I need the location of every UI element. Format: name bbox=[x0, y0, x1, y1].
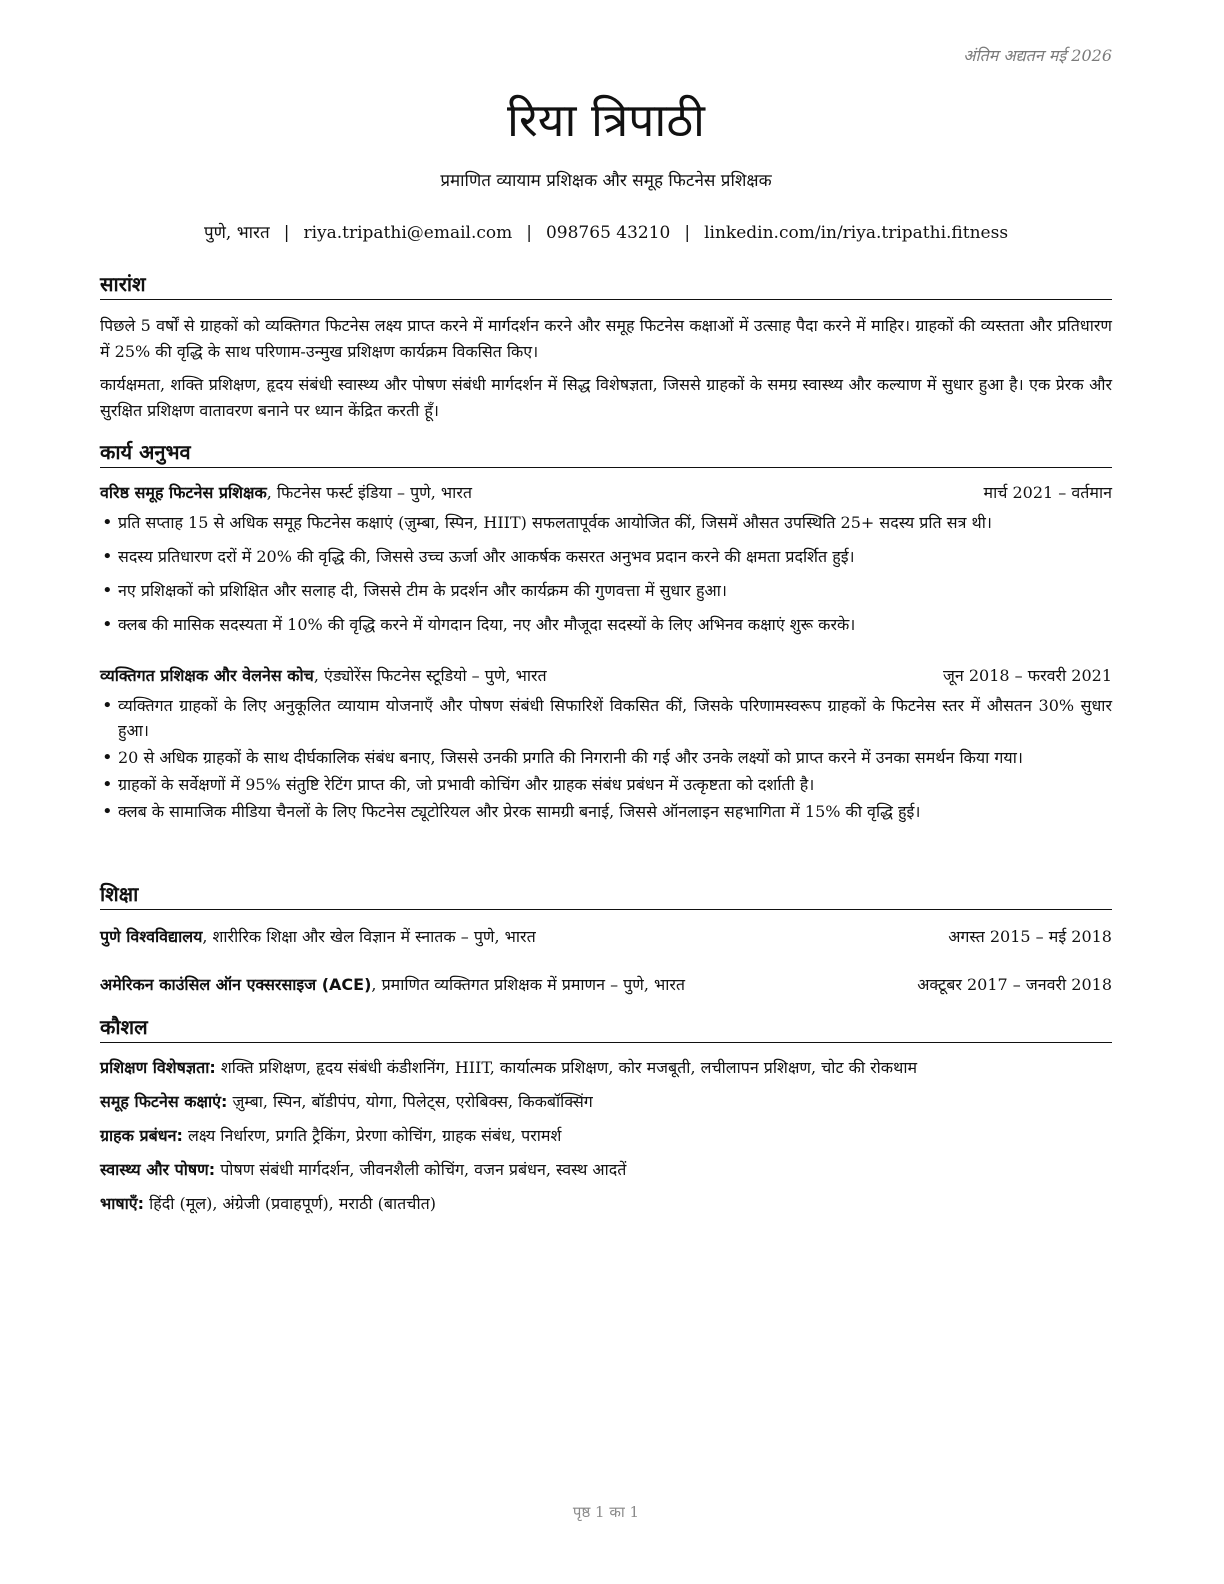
contact-separator: | bbox=[684, 223, 691, 243]
list-item bbox=[100, 1153, 1112, 1187]
skill-label: भाषाएँ: bbox=[100, 1194, 145, 1213]
page-number: पृष्ठ 1 का 1 bbox=[572, 1503, 640, 1521]
education-dates: अगस्त 2015 – मई 2018 bbox=[948, 927, 1112, 946]
contact-linkedin[interactable]: linkedin.com/in/riya.tripathi.fitness bbox=[704, 223, 1009, 243]
skills-heading: कौशल bbox=[100, 1013, 1112, 1043]
job-title-line bbox=[100, 481, 472, 505]
list-item bbox=[100, 1187, 1112, 1221]
list-item: • प्रति सप्ताह 15 से अधिक समूह फिटनेस कक्षाएं (ज़ुम्बा, स्पिन, HIIT) सफलतापूर्वक आयोजित कीं, जिसमें औसत उपस्थिति 25+ सदस्य प्रति सत्र थी। bbox=[100, 510, 1112, 535]
skills-list bbox=[100, 1051, 1112, 1221]
job-dates: जून 2018 – फरवरी 2021 bbox=[943, 666, 1112, 685]
contact-phone[interactable]: 098765 43210 bbox=[545, 223, 671, 243]
education-heading: शिक्षा bbox=[100, 880, 1112, 910]
job-org: , एंड्योरेंस फिटनेस स्टूडियो – पुणे, भारत bbox=[313, 666, 547, 685]
summary-heading: सारांश bbox=[100, 270, 1112, 300]
list-item: • व्यक्तिगत ग्राहकों के लिए अनुकूलित व्यायाम योजनाएँ और पोषण संबंधी सिफारिशें विकसित कीं, जिसके परिणामस्वरूप ग्राहकों के फिटनेस स्तर में औसतन 30% सुधार हुआ। bbox=[100, 693, 1112, 743]
list-item: • सदस्य प्रतिधारण दरों में 20% की वृद्धि की, जिससे उच्च ऊर्जा और आकर्षक कसरत अनुभव प्रदान करने की क्षमता प्रदर्शित हुई। bbox=[100, 544, 1112, 569]
list-item: • क्लब के सामाजिक मीडिया चैनलों के लिए फिटनेस ट्यूटोरियल और प्रेरक सामग्री बनाई, जिससे ऑनलाइन सहभागिता में 15% की वृद्धि हुई। bbox=[100, 799, 1112, 824]
resume-page bbox=[100, 0, 1112, 1584]
education-detail: , शारीरिक शिक्षा और खेल विज्ञान में स्नातक – पुणे, भारत bbox=[202, 927, 536, 946]
job-role: वरिष्ठ समूह फिटनेस प्रशिक्षक bbox=[100, 483, 267, 502]
education-title-line bbox=[100, 925, 536, 949]
education-institution: अमेरिकन काउंसिल ऑन एक्सरसाइज (ACE) bbox=[100, 975, 372, 994]
list-item: • 20 से अधिक ग्राहकों के साथ दीर्घकालिक संबंध बनाए, जिससे उनकी प्रगति की निगरानी की गई और उनके लक्ष्यों को प्राप्त करने में उनका समर्थन किया गया। bbox=[100, 745, 1112, 770]
skill-value: ज़ुम्बा, स्पिन, बॉडीपंप, योगा, पिलेट्स, एरोबिक्स, किकबॉक्सिंग bbox=[227, 1092, 593, 1111]
education-title-line bbox=[100, 973, 685, 997]
list-item: • क्लब की मासिक सदस्यता में 10% की वृद्धि करने में योगदान दिया, नए और मौजूदा सदस्यों के लिए अभिनव कक्षाएं शुरू करके। bbox=[100, 612, 1112, 637]
education-detail: , प्रमाणित व्यक्तिगत प्रशिक्षक में प्रमाणन – पुणे, भारत bbox=[371, 975, 686, 994]
education-institution: पुणे विश्वविद्यालय bbox=[100, 927, 203, 946]
list-item bbox=[100, 1051, 1112, 1085]
education-dates: अक्टूबर 2017 – जनवरी 2018 bbox=[917, 975, 1112, 994]
last-updated: अंतिम अद्यतन मई 2026 bbox=[963, 46, 1112, 65]
contact-separator: | bbox=[526, 223, 532, 243]
contact-line bbox=[100, 220, 1112, 243]
skill-label: ग्राहक प्रबंधन: bbox=[100, 1126, 183, 1145]
skill-value: शक्ति प्रशिक्षण, हृदय संबंधी कंडीशनिंग, HIIT, कार्यात्मक प्रशिक्षण, कोर मजबूती, लचीलापन प्रशिक्षण, चोट की रोकथाम bbox=[215, 1058, 918, 1077]
job-title-line bbox=[100, 664, 547, 688]
skill-label: समूह फिटनेस कक्षाएं: bbox=[100, 1092, 228, 1111]
job-header bbox=[100, 664, 1112, 688]
education-item bbox=[100, 973, 1112, 997]
list-item bbox=[100, 1119, 1112, 1153]
job-bullets bbox=[100, 693, 1112, 824]
job-org: , फिटनेस फर्स्ट इंडिया – पुणे, भारत bbox=[266, 483, 472, 502]
skill-value: लक्ष्य निर्धारण, प्रगति ट्रैकिंग, प्रेरणा कोचिंग, ग्राहक संबंध, परामर्श bbox=[182, 1126, 562, 1145]
contact-email[interactable]: riya.tripathi@email.com bbox=[303, 223, 513, 243]
candidate-name: रिया त्रिपाठी bbox=[507, 93, 705, 147]
job-dates: मार्च 2021 – वर्तमान bbox=[983, 483, 1112, 502]
job-role: व्यक्तिगत प्रशिक्षक और वेलनेस कोच bbox=[100, 666, 314, 685]
skill-value: हिंदी (मूल), अंग्रेजी (प्रवाहपूर्ण), मराठी (बातचीत) bbox=[144, 1194, 436, 1213]
summary-paragraph-2: कार्यक्षमता, शक्ति प्रशिक्षण, हृदय संबंधी स्वास्थ्य और पोषण संबंधी मार्गदर्शन में सिद्ध विशेषज्ञता, जिससे ग्राहकों के समग्र स्वास्थ्य और कल्याण में सुधार हुआ है। एक प्रेरक और सुरक्षित प्रशिक्षण वातावरण बनाने पर ध्यान केंद्रित करती हूँ। bbox=[100, 375, 1112, 420]
job-bullets bbox=[100, 510, 1112, 637]
contact-location: पुणे, भारत bbox=[203, 223, 270, 243]
skill-value: पोषण संबंधी मार्गदर्शन, जीवनशैली कोचिंग, वजन प्रबंधन, स्वस्थ आदतें bbox=[215, 1160, 627, 1179]
list-item bbox=[100, 1085, 1112, 1119]
summary-paragraph-1: पिछले 5 वर्षों से ग्राहकों को व्यक्तिगत फिटनेस लक्ष्य प्राप्त करने में मार्गदर्शन करने और समूह फिटनेस कक्षाओं में उत्साह पैदा करने में माहिर। ग्राहकों की व्यस्तता और प्रतिधारण में 25% की वृद्धि के साथ परिणाम-उन्मुख प्रशिक्षण कार्यक्रम विकसित किए। bbox=[100, 316, 1112, 361]
contact-separator: | bbox=[283, 223, 290, 243]
education-item bbox=[100, 925, 1112, 949]
experience-heading: कार्य अनुभव bbox=[100, 438, 1112, 468]
list-item: • नए प्रशिक्षकों को प्रशिक्षित और सलाह दी, जिससे टीम के प्रदर्शन और कार्यक्रम की गुणवत्ता में सुधार हुआ। bbox=[100, 578, 1112, 603]
professional-title: प्रमाणित व्यायाम प्रशिक्षक और समूह फिटनेस प्रशिक्षक bbox=[440, 171, 772, 191]
list-item: • ग्राहकों के सर्वेक्षणों में 95% संतुष्टि रेटिंग प्राप्त की, जो प्रभावी कोचिंग और ग्राहक संबंध प्रबंधन में उत्कृष्टता को दर्शाती है। bbox=[100, 772, 1112, 797]
skill-label: स्वास्थ्य और पोषण: bbox=[100, 1160, 216, 1179]
skill-label: प्रशिक्षण विशेषज्ञता: bbox=[100, 1058, 216, 1077]
job-header bbox=[100, 481, 1112, 505]
